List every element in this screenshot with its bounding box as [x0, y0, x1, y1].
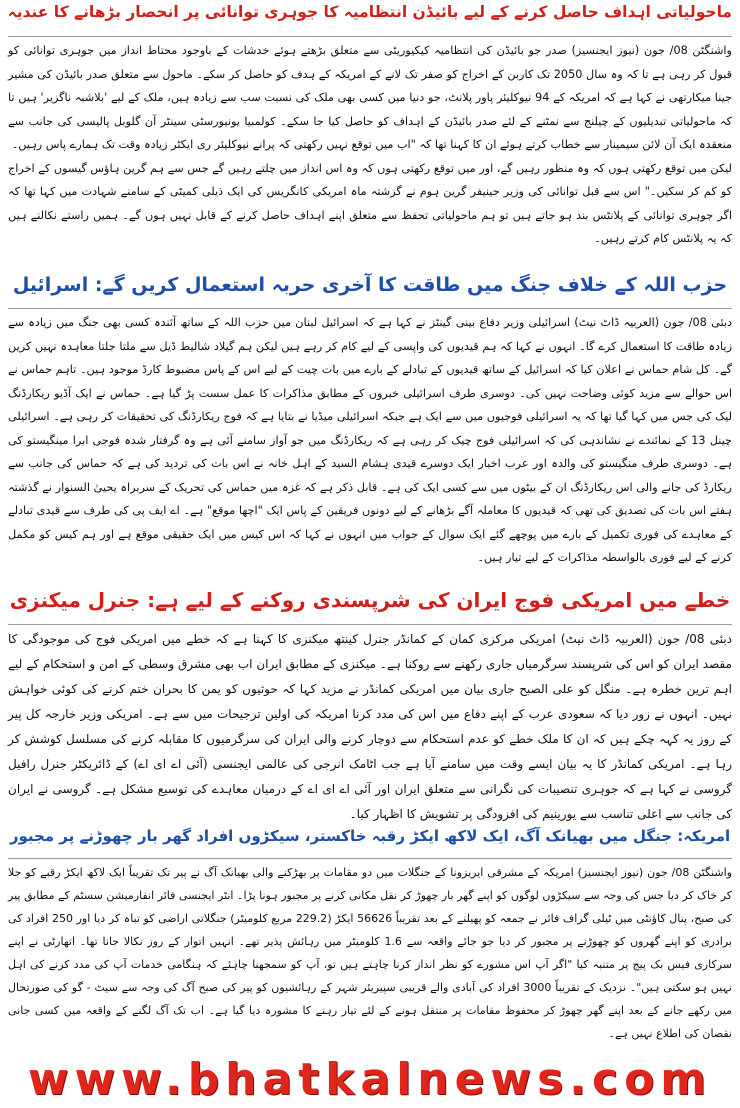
- article-4: [8, 814, 732, 1047]
- article-1-paragraph-2: لیکن میں توقع رکھتی ہوں کہ وہ منظور رہیں گے، اور میں توقع رکھتی ہوں کہ وہ اس انداز میں چلتے رہیں گے جس سے ہم گرین ہاؤس گیسوں کے اخراج کو کم کر سکیں۔" اس سے قبل توانائی کی وزیر جینیفر گرین ہوم نے گزشتہ ماہ امریکی کانگریس کی ایک ذیلی کمیٹی کے سامنے شہادت میں کہا تھا کہ اگر جوہری توانائی کے پلانٹس بند ہو جاتے ہیں تو ہم ماحولیاتی تحفظ سے متعلق اپنے اہداف حاصل کرنے کے قابل نہیں ہوں گے۔ ہمیں راستے نکالنے ہیں کہ یہ پلانٹس کام کرتے رہیں۔: [8, 161, 732, 245]
- article-2: [8, 262, 732, 573]
- article-2-body: [8, 308, 732, 573]
- article-2-headline: حزب اللہ کے خلاف جنگ میں طاقت کا آخری حربہ استعمال کریں گے: اسرائیل: [12, 274, 728, 296]
- article-4-paragraph-1: واشنگٹن 08/ جون (نیوز ایجنسیز) امریکہ کے مشرقی ایریزونا کے جنگلات میں دو مقامات پر بھڑکنے والی بھیانک آگ نے پیر تک تقریباً ایک لاکھ ایکڑ رقبے کو جلا کر خاک کر دیا جس کی وجہ سے سیکڑوں لوگوں کو اپنے گھر بار چھوڑ کر نقل مکانی کرنے پر مجبور ہونا پڑا۔ انٹر ایجنسی فائر انفارمیشن سسٹم کے مطابق پیر کی صبح، پنال کاؤنٹی میں ٹیلی گراف فائر نے جمعہ کو پھیلنے کے بعد تقریباً 56626 ایکڑ (229.2 مربع کلومیٹر) جنگلاتی اراضی کو تباہ کر دیا اور 250 افراد کی برادری کو اپنے گھروں کو چھوڑنے پر مجبور کر دیا جو جائے واقعہ سے 1.6 کلومیٹر میں رہائش پذیر تھے۔ انہیں اتوار کے روز نکالا جانا تھا۔ اتھارٹی نے اپنے سرکاری فیس بک پیج پر متنبہ کیا "اگر آپ اس مشورے کو نظر انداز کرنا چاہتے ہیں تو، آپ کو سمجھنا چاہئے کہ ہنگامی خدمات آپ کی مدد کرنے کی اہل نہیں ہو سکتی ہیں"۔ نزدیک کے تقریباً 3000 افراد کی آبادی والے قریبی سپیریئر شہر کے رہائشیوں کو پیر کی صبح آگ کی وجہ سے سیٹ - گو کی صورتحال میں رکھے جانے کے بعد اپنے گھر چھوڑ کر محفوظ مقامات پر منتقل ہونے کے لئے تیار رہنے کا مشورہ دیا گیا ہے۔ اب تک آگ لگنے کے واقعہ میں کسی جانی نقصان کی اطلاع نہیں ہے۔: [8, 866, 733, 1040]
- article-4-body: [8, 858, 732, 1047]
- article-2-paragraph-1: دبئی 08/ جون (العربیہ ڈاٹ نیٹ) اسرائیلی وزیر دفاع بینی گینٹز نے کہا ہے کہ اسرائیل لبنان میں حزب اللہ کے ساتھ آئندہ کسی بھی جنگ میں زیادہ سے زیادہ طاقت کا استعمال کرے گا۔ انہوں نے کہا کہ ہم قیدیوں کی واپسی کے لیے کام کر رہے ہیں لیکن ہم گیلاد شالیط ڈیل سے ملتا جلتا معاہدہ نہیں کریں گے۔ کل شام حماس نے اعلان کیا کہ اسرائیل کے ساتھ قیدیوں کے تبادلے کے بارے میں بات چیت کے لیے اس کے پاس مضبوط کارڈ موجود ہیں۔ تاہم حماس نے اس حوالے سے مزید کوئی وضاحت نہیں کی۔ دوسری طرف اسرائیلی خبروں کے مطابق مذاکرات کا عمل سست پڑ گیا ہے۔ حماس نے ایک آڈیو ریکارڈنگ لیک کی جس میں کہا گیا تھا کہ یہ اسرائیلی فوجیوں میں سے ایک ہے جبکہ اسرائیلی میڈیا نے بتایا ہے کہ فوج ریکارڈنگ کی تحقیقات کر رہی ہے۔ اسرائیلی چینل 13 کے نمائندے نے نشاندہی کی کہ اسرائیلی فوج چیک کر رہی ہے کہ ریکارڈنگ میں جو آواز سامنے آئی ہے وہ گرفتار شدہ فوجی ابرا مینگیستو کی ہے۔ دوسری طرف منگیستو کی والدہ اور عرب اخبار ایک دوسرے قیدی ہشام السید کے اہل خانہ نے اس بات کی تردید کی ہے کہ حماس کی جانب سے ریکارڈ کی جانے والی اس ریکارڈنگ ان کے بیٹوں میں سے کسی ایک کی ہے۔ قابل ذکر ہے کہ غزہ میں حماس کی تحریک کے سربراہ یحییٰ السنوار نے گذشتہ ہفتے اس بات کی تصدیق کی تھی کہ قیدیوں کا معاملہ آگے بڑھانے کے لیے دونوں فریقین کے پاس ایک "اچھا موقع" ہے۔ اے ایف پی کی طرف سے قیدی تبادلے کے معاہدے کی فوری تکمیل کے بارے میں پوچھے گئے ایک سوال کے جواب میں انہوں نے کہا کہ اس کیس میں ایک حقیقی موقع ہے اور ہم کیس کو مکمل کرنے کے لیے فوری بالواسطہ مذاکرات کے لیے تیار ہیں۔: [8, 316, 732, 564]
- footer-website-url[interactable]: www.bhatkalnews.com: [27, 1054, 713, 1105]
- article-3-headline: خطے میں امریکی فوج ایران کی شرپسندی روکنے کے لیے ہے: جنرل میکنزی: [9, 588, 731, 612]
- article-4-headline: امریکہ: جنگل میں بھیانک آگ، ایک لاکھ ایکڑ رقبہ خاکستر، سیکڑوں افراد گھر بار چھوڑنے پر مجبور: [9, 827, 731, 845]
- article-3-paragraph-1: دبئی 08/ جون (العربیہ ڈاٹ نیٹ) امریکی مرکزی کمان کے کمانڈر جنرل کینتھ میکنزی کا کہنا ہے کہ خطے میں امریکی فوج کی موجودگی کا مقصد ایران کو اس کی شرپسند سرگرمیاں جاری رکھنے سے روکنا ہے۔ میکنزی کے مطابق ایران اب بھی مشرق وسطی کے امن و استحکام کے لیے اہم ترین خطرہ ہے۔ منگل کو علی الصبح جاری بیان میں امریکی کمانڈر نے مزید کہا کہ حوثیوں کو یمن کا بحران ختم کرنے کی کوئی خواہش نہیں۔ انہوں نے زور دیا کہ سعودی عرب کے اپنے دفاع میں اس کی مدد کرنا امریکہ کی اولین ترجیحات میں سے ہے۔ امریکی وزیر خارجہ کل پیر کے روز یہ کہہ چکے ہیں کہ ان کا ملک خطے کو عدم استحکام سے دوچار کرنے والی ایران کی سرگرمیوں کا مقابلہ کرنے کی مسلسل کوشش کر رہا ہے۔ امریکی کمانڈر کا یہ بیان ایسے وقت میں سامنے آیا ہے جب اٹامک انرجی کی عالمی ایجنسی (آئی اے ای اے) کے ڈائریکٹر جنرل رافیل گروسی نے کہا ہے کہ جوہری تنصیبات کی نگرانی سے متعلق ایران اور آئی اے ای اے کے درمیان معاہدے کی توسیع مشکل ہے۔ گروسی نے ایران کی جانب سے اعلی تناسب سے یورینیم کی افزودگی پر تشویش کا اظہار کیا۔: [8, 632, 733, 821]
- article-3: [8, 576, 732, 839]
- article-3-body: [8, 624, 732, 839]
- article-1-body: [8, 36, 732, 267]
- article-1-paragraph-1: واشنگٹن 08/ جون (نیوز ایجنسیز) صدر جو بائیڈن کی انتظامیہ کیکیوریٹی سے متعلق بڑھتے ہوئے خدشات کے باوجود محتاط انداز میں جوہری توانائی کو قبول کر رہی ہے تا کہ وہ سال 2050 تک کاربن کے اخراج کو صفر تک لانے کے امریکہ کے ہدف کو حاصل کر سکے۔ ماحول سے متعلق صدر بائیڈن کی مشیر جینا میکارتھی نے کہا ہے کہ امریکہ کے 94 نیوکلیئر پاور پلانٹ، جو دنیا میں کسی بھی ملک کی نسبت سب سے زیادہ ہیں، ملک کے لیے 'بلاشبہ ناگزیر' ہیں تا کہ ماحولیاتی تبدیلیوں کے چیلنج سے نمٹنے کے لئے صدر بائیڈن کے اہداف کو حاصل کیا جا سکے۔ کولمبیا یونیورسٹی سینٹر آن گلوبل پالیسی کی جانب سے منعقدہ ایک آن لائن سیمینار سے خطاب کرتے ہوئے ان کا کہنا تھا کہ "اب میں توقع نہیں رکھتی کہ پرانے نیوکلیئر ری ایکٹر زیادہ وقت تک ہمارے پاس رہیں۔: [8, 44, 733, 151]
- article-1-headline: ماحولیاتی اہداف حاصل کرنے کے لیے بائیڈن انتظامیہ کا جوہری توانائی پر انحصار بڑھانے کا عندیہ: [8, 4, 732, 21]
- article-1: [8, 4, 732, 267]
